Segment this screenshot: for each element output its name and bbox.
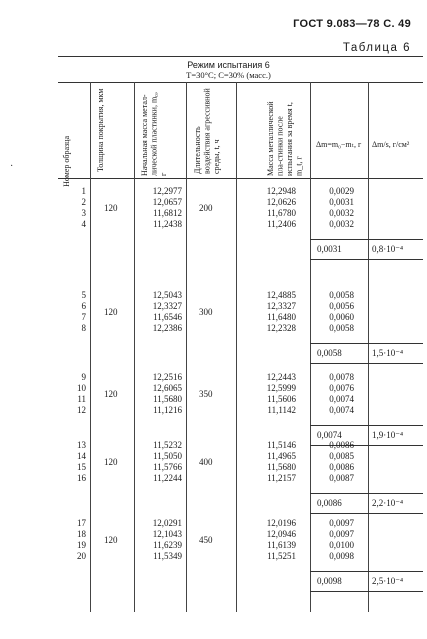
- mass-after-value: 12,4885: [266, 290, 296, 300]
- delta-m-value: 0,0085: [329, 451, 354, 461]
- group-bottom-rule: [310, 259, 423, 260]
- delta-ms-value: 1,5·10⁻⁴: [372, 348, 404, 358]
- avg-delta-m: 0,0058: [317, 348, 342, 358]
- delta-m-value: 0,0074: [329, 405, 354, 415]
- mass-after-value: 12,2443: [266, 372, 296, 382]
- delta-m: [314, 518, 354, 562]
- delta-ms-value: 0,8·10⁻⁴: [372, 244, 404, 254]
- mass-after-value: 11,6480: [267, 312, 296, 322]
- delta-m-value: 0,0097: [329, 518, 354, 528]
- avg-delta-m: 0,0031: [317, 244, 342, 254]
- initial-mass: [140, 518, 182, 562]
- mass-after-value: 11,5680: [267, 462, 296, 472]
- sample-numbers-value: 19: [77, 540, 86, 550]
- mass-after-value: 12,0946: [266, 529, 296, 539]
- mass-after-value: 12,0626: [266, 197, 296, 207]
- duration-value: 350: [199, 389, 213, 399]
- delta-m-value: 0,0060: [329, 312, 354, 322]
- initial-mass: [140, 186, 182, 230]
- thickness-value: 120: [104, 389, 118, 399]
- margin-mark: ·: [10, 161, 14, 172]
- initial-mass: [140, 440, 182, 484]
- initial-mass-value: 11,5050: [153, 451, 182, 461]
- col-separator-1: [90, 82, 91, 612]
- sample-numbers-value: 13: [77, 440, 86, 450]
- delta-m-value: 0,0058: [329, 323, 354, 333]
- sample-numbers-value: 3: [81, 208, 86, 218]
- delta-ms-value: 2,2·10⁻⁴: [372, 498, 404, 508]
- sample-numbers-value: 18: [77, 529, 86, 539]
- group-bottom-rule: [310, 513, 423, 514]
- sample-numbers: [62, 440, 86, 484]
- delta-m-value: 0,0058: [329, 290, 354, 300]
- test-mode-title: Режим испытания 6: [187, 60, 270, 70]
- initial-mass-value: 11,6546: [153, 312, 182, 322]
- mass-after-value: 12,5999: [266, 383, 296, 393]
- delta-m-value: 0,0032: [329, 208, 354, 218]
- delta-m: [314, 372, 354, 416]
- delta-m-value: 0,0087: [329, 473, 354, 483]
- sample-numbers: [62, 290, 86, 334]
- sample-numbers-value: 12: [77, 405, 86, 415]
- mass-after-value: 11,6780: [267, 208, 296, 218]
- header-thickness: Толщина покрытия, мкм: [96, 88, 105, 172]
- sample-numbers-value: 2: [81, 197, 86, 207]
- delta-m-value: 0,0074: [329, 394, 354, 404]
- avg-delta-m: 0,0074: [317, 430, 342, 440]
- mass-after-value: 12,3327: [266, 301, 296, 311]
- mass-after-value: 11,4965: [267, 451, 296, 461]
- mass-after: [244, 186, 296, 230]
- delta-m-value: 0,0086: [329, 462, 354, 472]
- sample-numbers-value: 5: [81, 290, 86, 300]
- mass-after-value: 11,2406: [267, 219, 296, 229]
- initial-mass-value: 11,2244: [153, 473, 182, 483]
- mass-after: [244, 372, 296, 416]
- sample-numbers-value: 6: [81, 301, 86, 311]
- delta-ms-value: 1,9·10⁻⁴: [372, 430, 404, 440]
- delta-m-value: 0,0076: [329, 383, 354, 393]
- sample-numbers: [62, 186, 86, 230]
- sample-numbers-value: 16: [77, 473, 86, 483]
- group-rule: [310, 239, 423, 240]
- thickness-value: 120: [104, 307, 118, 317]
- initial-mass: [140, 290, 182, 334]
- group-rule: [310, 493, 423, 494]
- delta-m: [314, 440, 354, 484]
- mass-after: [244, 518, 296, 562]
- sample-numbers-value: 15: [77, 462, 86, 472]
- mass-after-value: 11,1142: [267, 405, 296, 415]
- sample-numbers-value: 20: [77, 551, 86, 561]
- delta-m-value: 0,0100: [329, 540, 354, 550]
- mass-after-value: 12,0196: [266, 518, 296, 528]
- header-delta-ms: Δm/s, г/см²: [372, 140, 410, 149]
- delta-ms-value: 2,5·10⁻⁴: [372, 576, 404, 586]
- header-sample-no: Номер образца: [62, 136, 71, 187]
- header-mass-after: Масса металлической пла-стинки после испытания за время t, m_t, г: [266, 101, 304, 176]
- initial-mass-value: 12,6065: [152, 383, 182, 393]
- sample-numbers-value: 9: [81, 372, 86, 382]
- thickness-value: 120: [104, 535, 118, 545]
- test-mode-conditions: T=30°C; C=30% (масс.): [186, 70, 271, 80]
- table-label: Таблица 6: [342, 42, 411, 54]
- mass-after-value: 11,5251: [267, 551, 296, 561]
- delta-m-value: 0,0098: [329, 551, 354, 561]
- mass-after-value: 11,5146: [267, 440, 296, 450]
- sample-numbers-value: 8: [81, 323, 86, 333]
- sample-numbers: [62, 372, 86, 416]
- page-header: ГОСТ 9.083—78 С. 49: [293, 18, 411, 30]
- col-separator-3: [186, 82, 187, 612]
- delta-m-value: 0,0086: [329, 440, 354, 450]
- delta-m-value: 0,0032: [329, 219, 354, 229]
- sample-numbers-value: 4: [81, 219, 86, 229]
- mass-after-value: 11,5606: [267, 394, 296, 404]
- delta-m-value: 0,0056: [329, 301, 354, 311]
- delta-m-value: 0,0031: [329, 197, 354, 207]
- initial-mass-value: 11,6239: [153, 540, 182, 550]
- avg-delta-m: 0,0086: [317, 498, 342, 508]
- col-separator-6: [368, 82, 369, 612]
- initial-mass-value: 11,5680: [153, 394, 182, 404]
- mass-after-value: 11,2157: [267, 473, 296, 483]
- duration-value: 450: [199, 535, 213, 545]
- header-delta-m: Δm=m₀−mₜ, г: [316, 140, 362, 149]
- sample-numbers-value: 7: [81, 312, 86, 322]
- mass-after: [244, 440, 296, 484]
- sample-numbers-value: 1: [81, 186, 86, 196]
- initial-mass-value: 12,2977: [152, 186, 182, 196]
- duration-value: 200: [199, 203, 213, 213]
- initial-mass-value: 11,5232: [153, 440, 182, 450]
- header-duration: Длительность воздействия агрессивной среды, t, ч: [193, 88, 221, 174]
- sample-numbers-value: 10: [77, 383, 86, 393]
- thickness-value: 120: [104, 203, 118, 213]
- mass-after: [244, 290, 296, 334]
- duration-value: 400: [199, 457, 213, 467]
- group-bottom-rule: [310, 363, 423, 364]
- sample-numbers-value: 17: [77, 518, 86, 528]
- mass-after-value: 12,2328: [266, 323, 296, 333]
- group-rule: [310, 425, 423, 426]
- table-top-rule: [58, 56, 423, 57]
- initial-mass-value: 11,5349: [153, 551, 182, 561]
- initial-mass-value: 12,3327: [152, 301, 182, 311]
- delta-m-value: 0,0078: [329, 372, 354, 382]
- initial-mass-value: 12,2516: [152, 372, 182, 382]
- initial-mass-value: 11,2438: [153, 219, 182, 229]
- initial-mass-value: 11,6812: [153, 208, 182, 218]
- col-separator-5: [310, 82, 311, 612]
- duration-value: 300: [199, 307, 213, 317]
- group-rule: [310, 343, 423, 344]
- sample-numbers-value: 14: [77, 451, 86, 461]
- header-initial-mass: Начальная масса метал-лической пластинки, m₀, г: [140, 92, 168, 176]
- delta-m: [314, 290, 354, 334]
- initial-mass-value: 12,0291: [152, 518, 182, 528]
- test-mode-caption: [0, 60, 427, 80]
- sample-numbers-value: 11: [77, 394, 86, 404]
- mass-after-value: 12,2948: [266, 186, 296, 196]
- initial-mass-value: 12,2386: [152, 323, 182, 333]
- mass-after-value: 11,6139: [267, 540, 296, 550]
- initial-mass-value: 12,5043: [152, 290, 182, 300]
- col-separator-2: [134, 82, 135, 612]
- initial-mass-value: 11,1216: [153, 405, 182, 415]
- initial-mass: [140, 372, 182, 416]
- col-separator-4: [236, 82, 237, 612]
- sample-numbers: [62, 518, 86, 562]
- delta-m-value: 0,0029: [329, 186, 354, 196]
- delta-m: [314, 186, 354, 230]
- group-bottom-rule: [310, 591, 423, 592]
- delta-m-value: 0,0097: [329, 529, 354, 539]
- avg-delta-m: 0,0098: [317, 576, 342, 586]
- initial-mass-value: 12,1043: [152, 529, 182, 539]
- thickness-value: 120: [104, 457, 118, 467]
- initial-mass-value: 12,0657: [152, 197, 182, 207]
- group-rule: [310, 571, 423, 572]
- initial-mass-value: 11,5766: [153, 462, 182, 472]
